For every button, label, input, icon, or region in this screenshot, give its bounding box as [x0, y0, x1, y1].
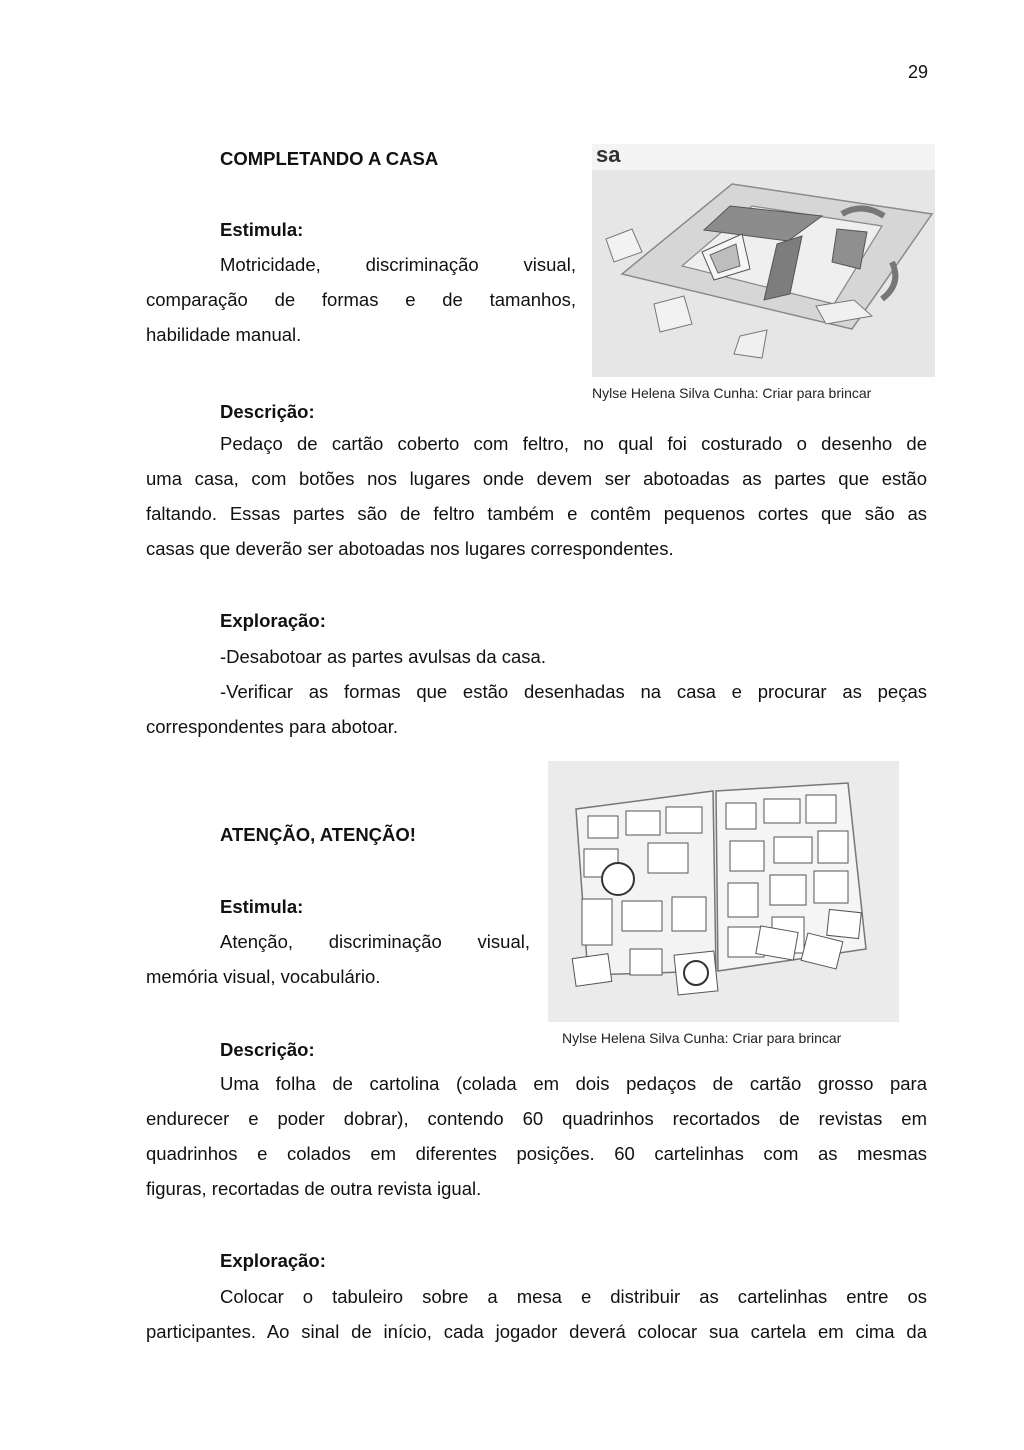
- estimula-line: [220, 248, 576, 282]
- descricao-heading: Descrição:: [220, 401, 315, 422]
- descricao-heading: Descrição:: [220, 1039, 315, 1060]
- estimula-word: visual,: [477, 931, 530, 952]
- exploracao-line: correspondentes para abotoar.: [146, 716, 398, 737]
- comic-board-illustration: [548, 761, 899, 1022]
- house-board-illustration: [592, 144, 935, 377]
- estimula-heading: Estimula:: [220, 219, 304, 240]
- image-caption: Nylse Helena Silva Cunha: Criar para brincar: [562, 1030, 842, 1046]
- estimula-word: Motricidade,: [220, 254, 321, 275]
- exploracao-line: participantes. Ao sinal de início, cada jogador deverá colocar sua cartela em cima da: [146, 1321, 927, 1342]
- descricao-line: casas que deverão ser abotoadas nos lugares correspondentes.: [146, 538, 674, 559]
- estimula-line: habilidade manual.: [146, 324, 302, 345]
- page-number: 29: [907, 62, 928, 82]
- estimula-heading: Estimula:: [220, 896, 304, 917]
- estimula-word: discriminação: [365, 254, 479, 275]
- estimula-word: Atenção,: [220, 931, 294, 952]
- estimula-word: visual,: [523, 254, 576, 275]
- exploracao-heading: Exploração:: [220, 1250, 326, 1271]
- estimula-word: discriminação: [328, 931, 442, 952]
- descricao-line: endurecer e poder dobrar), contendo 60 quadrinhos recortados de revistas em: [146, 1108, 927, 1129]
- exploracao-line: -Desabotoar as partes avulsas da casa.: [220, 646, 546, 667]
- estimula-line: [220, 925, 530, 959]
- exploracao-line: -Verificar as formas que estão desenhadas na casa e procurar as peças: [220, 681, 927, 702]
- section-title-completando-a-casa: COMPLETANDO A CASA: [220, 148, 439, 169]
- section-title-atencao: ATENÇÃO, ATENÇÃO!: [220, 824, 416, 845]
- estimula-line: comparação de formas e de tamanhos,: [146, 289, 576, 310]
- descricao-line: Pedaço de cartão coberto com feltro, no qual foi costurado o desenho de: [220, 433, 927, 454]
- exploracao-heading: Exploração:: [220, 610, 326, 631]
- image-caption: Nylse Helena Silva Cunha: Criar para brincar: [592, 385, 872, 401]
- descricao-line: Uma folha de cartolina (colada em dois pedaços de cartão grosso para: [220, 1073, 927, 1094]
- descricao-line: quadrinhos e colados em diferentes posições. 60 cartelinhas com as mesmas: [146, 1143, 927, 1164]
- descricao-line: figuras, recortadas de outra revista igual.: [146, 1178, 482, 1199]
- descricao-line: faltando. Essas partes são de feltro também e contêm pequenos cortes que são as: [146, 503, 927, 524]
- exploracao-line: Colocar o tabuleiro sobre a mesa e distribuir as cartelinhas entre os: [220, 1286, 927, 1307]
- descricao-line: uma casa, com botões nos lugares onde devem ser abotoadas as partes que estão: [146, 468, 927, 489]
- estimula-line: memória visual, vocabulário.: [146, 966, 381, 987]
- image-caption-text: sa: [596, 144, 621, 167]
